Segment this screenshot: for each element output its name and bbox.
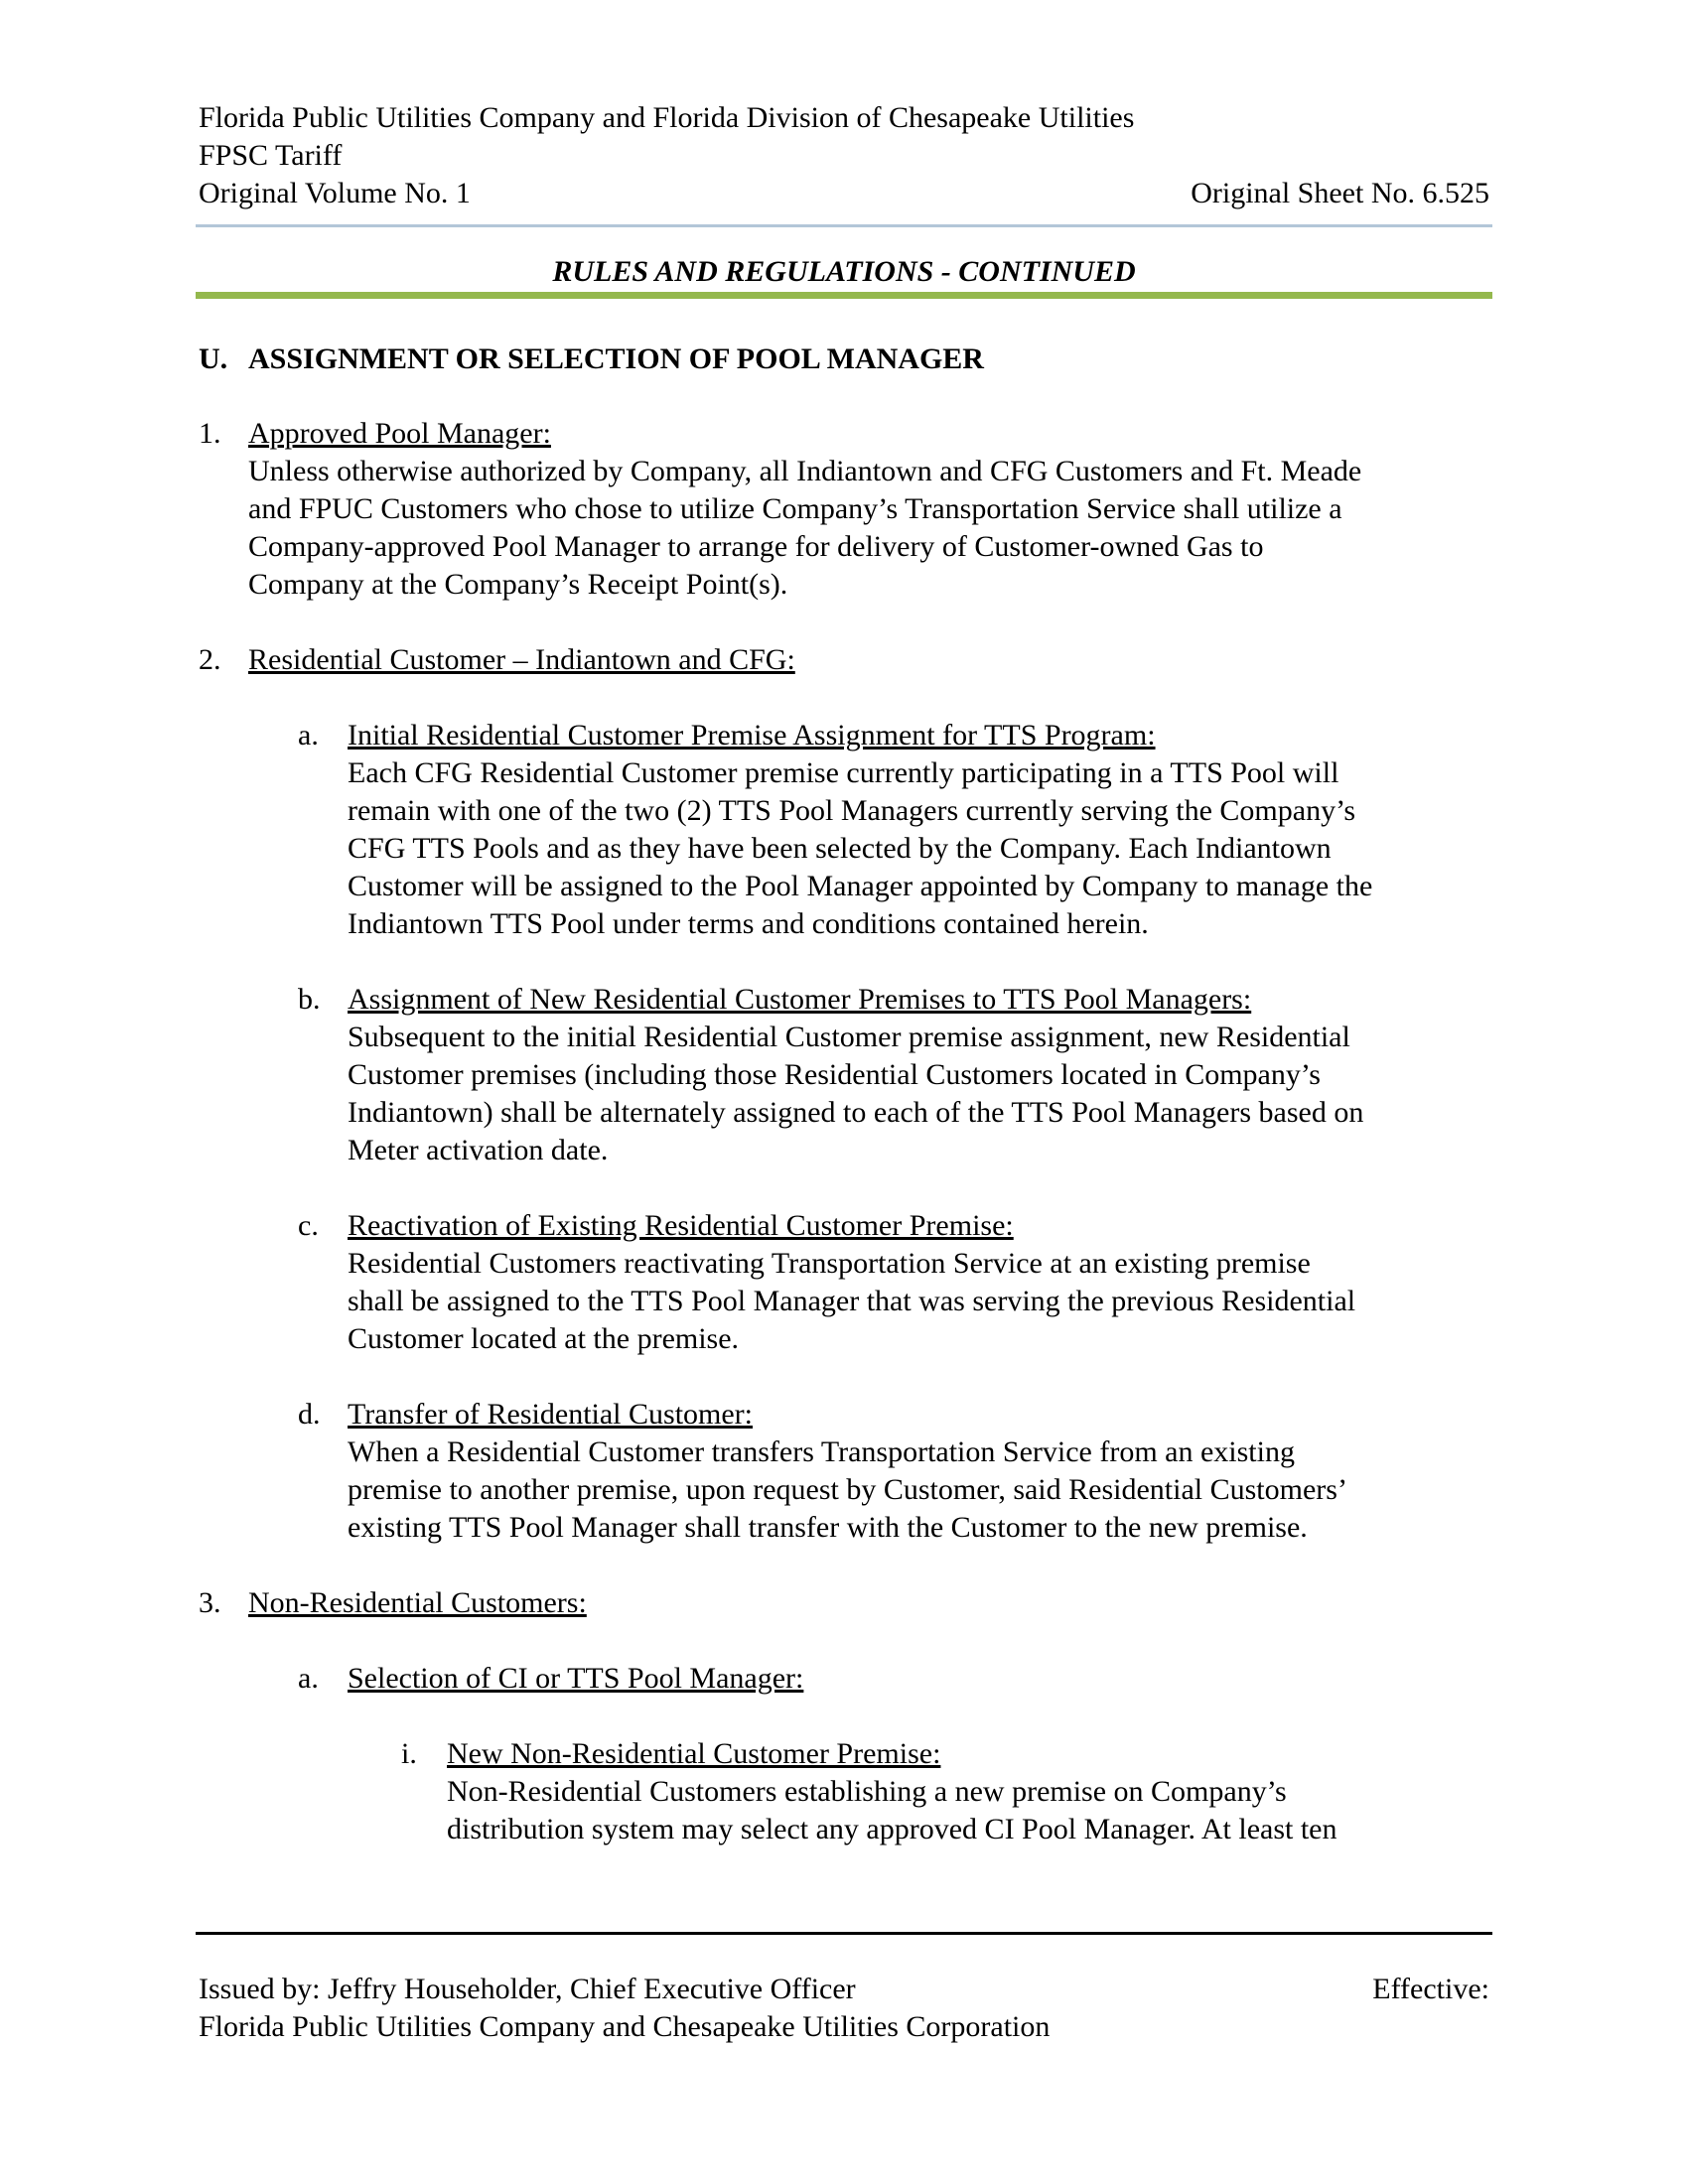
body-line: Indiantown TTS Pool under terms and conditions contained herein. xyxy=(348,907,1149,940)
body-line: Customer will be assigned to the Pool Manager appointed by Company to manage the xyxy=(348,870,1373,902)
section-letter: U. xyxy=(199,342,228,375)
body-line: existing TTS Pool Manager shall transfer with the Customer to the new premise. xyxy=(348,1511,1308,1544)
item-title: Transfer of Residential Customer: xyxy=(348,1398,754,1431)
body-line: shall be assigned to the TTS Pool Manager that was serving the previous Residential xyxy=(348,1285,1356,1317)
body-line: Meter activation date. xyxy=(348,1134,609,1166)
body-line: premise to another premise, upon request by Customer, said Residential Customers’ xyxy=(348,1473,1347,1506)
page-footer xyxy=(199,1971,1489,2046)
body-line: Company-approved Pool Manager to arrange for delivery of Customer-owned Gas to xyxy=(248,530,1264,563)
body-line: Non-Residential Customers establishing a new premise on Company’s xyxy=(447,1775,1287,1808)
item-title: Assignment of New Residential Customer Premises to TTS Pool Managers: xyxy=(348,983,1252,1016)
item-title: Approved Pool Manager: xyxy=(248,417,551,450)
body-line: remain with one of the two (2) TTS Pool Managers currently serving the Company’s xyxy=(348,794,1356,827)
section-title: RULES AND REGULATIONS - CONTINUED xyxy=(552,255,1136,288)
body-line: CFG TTS Pools and as they have been selected by the Company. Each Indiantown xyxy=(348,832,1332,865)
body-line: Each CFG Residential Customer premise currently participating in a TTS Pool will xyxy=(348,756,1339,789)
item-title: Selection of CI or TTS Pool Manager: xyxy=(348,1662,804,1695)
body-line: Company at the Company’s Receipt Point(s). xyxy=(248,568,788,601)
item-title: New Non-Residential Customer Premise: xyxy=(447,1737,941,1770)
item-marker: 1. xyxy=(199,417,221,450)
item-body xyxy=(348,1245,1355,1358)
body-line: and FPUC Customers who chose to utilize Company’s Transportation Service shall utilize a xyxy=(248,492,1342,525)
footer-issued-by: Issued by: Jeffry Householder, Chief Executive Officer xyxy=(199,1973,856,2005)
body-line: When a Residential Customer transfers Transportation Service from an existing xyxy=(348,1435,1295,1468)
item-title: Reactivation of Existing Residential Customer Premise: xyxy=(348,1209,1014,1242)
page-header xyxy=(199,99,1489,212)
item-body xyxy=(447,1773,1337,1848)
section-divider xyxy=(196,292,1492,299)
item-body xyxy=(348,1433,1347,1547)
body-line: Unless otherwise authorized by Company, all Indiantown and CFG Customers and Ft. Meade xyxy=(248,455,1362,487)
footer-effective: Effective: xyxy=(1372,1973,1489,2005)
body-line: Customer located at the premise. xyxy=(348,1322,740,1355)
item-body xyxy=(348,1019,1363,1169)
section-heading-text: ASSIGNMENT OR SELECTION OF POOL MANAGER xyxy=(248,342,984,375)
header-company: Florida Public Utilities Company and Florida Division of Chesapeake Utilities xyxy=(199,101,1135,134)
section-heading xyxy=(199,341,984,378)
footer-company: Florida Public Utilities Company and Chesapeake Utilities Corporation xyxy=(199,2010,1051,2043)
item-marker: 2. xyxy=(199,643,221,676)
item-body xyxy=(248,453,1361,604)
body-line: Indiantown) shall be alternately assigned to each of the TTS Pool Managers based on xyxy=(348,1096,1364,1129)
item-marker: a. xyxy=(298,719,319,751)
header-divider xyxy=(196,224,1492,227)
item-marker: c. xyxy=(298,1209,319,1242)
header-volume: Original Volume No. 1 xyxy=(199,177,471,209)
body-line: Subsequent to the initial Residential Customer premise assignment, new Residential xyxy=(348,1021,1350,1053)
item-marker: b. xyxy=(298,983,321,1016)
item-body xyxy=(348,754,1372,943)
item-marker: a. xyxy=(298,1662,319,1695)
item-title: Initial Residential Customer Premise Assignment for TTS Program: xyxy=(348,719,1156,751)
footer-divider xyxy=(196,1932,1492,1935)
item-marker: i. xyxy=(401,1737,417,1770)
body-line: Customer premises (including those Residential Customers located in Company’s xyxy=(348,1058,1321,1091)
item-marker: 3. xyxy=(199,1586,221,1619)
body-line: Residential Customers reactivating Transportation Service at an existing premise xyxy=(348,1247,1311,1280)
header-tariff: FPSC Tariff xyxy=(199,139,343,172)
item-title: Residential Customer – Indiantown and CFG: xyxy=(248,643,795,676)
body-line: distribution system may select any approved CI Pool Manager. At least ten xyxy=(447,1813,1337,1845)
item-title: Non-Residential Customers: xyxy=(248,1586,587,1619)
header-sheet-number: Original Sheet No. 6.525 xyxy=(1191,177,1489,209)
item-marker: d. xyxy=(298,1398,321,1431)
